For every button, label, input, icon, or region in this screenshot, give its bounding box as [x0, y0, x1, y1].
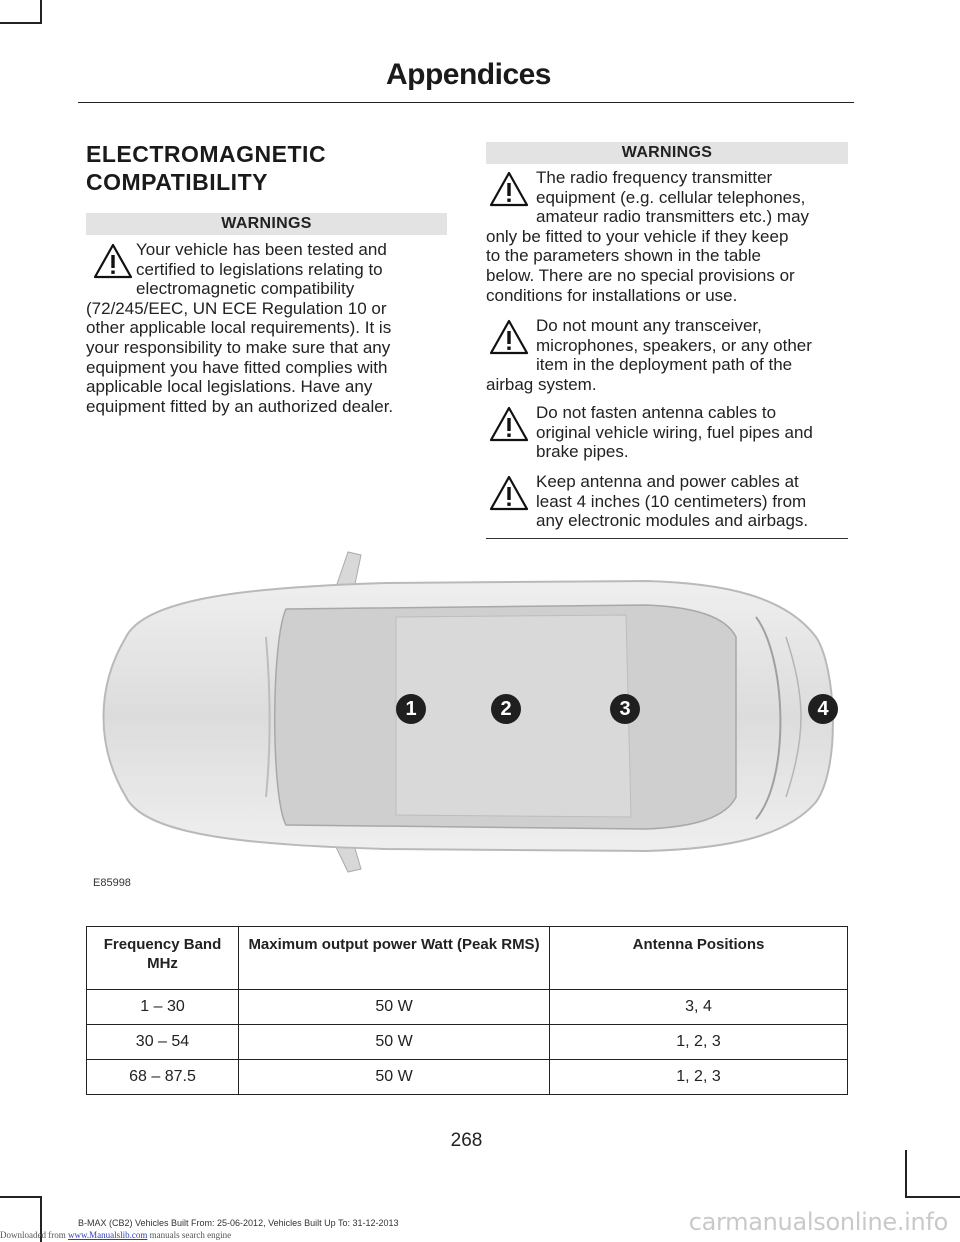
antenna-position-marker: 4	[808, 694, 838, 724]
antenna-position-marker: 2	[491, 694, 521, 724]
table-cell: 68 – 87.5	[87, 1060, 239, 1095]
manualslib-link[interactable]: www.Manualslib.com	[67, 1230, 148, 1240]
warnings-divider	[486, 538, 848, 539]
text-line: applicable local legislations. Have any	[86, 377, 373, 397]
text-line: electromagnetic compatibility	[136, 279, 355, 299]
figure-code: E85998	[93, 877, 131, 889]
right-warning-2-text	[486, 316, 850, 394]
table-cell: 1 – 30	[87, 990, 239, 1025]
text-line: amateur radio transmitters etc.) may	[536, 207, 810, 227]
download-prefix: Downloaded from	[0, 1230, 68, 1240]
table-cell: 3, 4	[550, 990, 848, 1025]
table-cell: 30 – 54	[87, 1025, 239, 1060]
text-line: Do not mount any transceiver,	[536, 316, 762, 335]
text-line: microphones, speakers, or any other	[536, 335, 812, 355]
column-header: Frequency Band MHz	[87, 927, 239, 990]
car-top-view-illustration	[86, 547, 848, 897]
page-header-title: Appendices	[385, 58, 551, 91]
text-line: equipment you have fitted complies with	[86, 357, 388, 377]
right-warning-4-text	[486, 472, 850, 531]
text-line: conditions for installations or use.	[486, 285, 738, 305]
text-line: (72/245/EEC, UN ECE Regulation 10 or	[86, 298, 387, 318]
text-line: below. There are no special provisions or	[486, 265, 795, 285]
table-cell: 1, 2, 3	[550, 1060, 848, 1095]
warnings-bar-right: WARNINGS	[486, 142, 848, 164]
text-line: item in the deployment path of the	[536, 355, 793, 375]
table-cell: 50 W	[239, 1025, 550, 1060]
text-line: The radio frequency transmitter	[536, 168, 773, 187]
text-line: your responsibility to make sure that any	[86, 337, 391, 357]
table-cell: 1, 2, 3	[550, 1025, 848, 1060]
text-line: other applicable local requirements). It is	[86, 318, 392, 338]
left-warning-text	[86, 240, 447, 416]
text-line: least 4 inches (10 centimeters) from	[536, 491, 807, 511]
section-heading-line1: ELECTROMAGNETIC	[86, 141, 327, 167]
header-divider	[78, 102, 854, 103]
table-cell: 50 W	[239, 990, 550, 1025]
car-top-view-icon	[86, 547, 848, 897]
text-line: Keep antenna and power cables at	[536, 472, 799, 491]
download-notice	[0, 1230, 231, 1240]
frequency-table	[86, 926, 848, 1095]
section-heading-line2: COMPATIBILITY	[86, 169, 268, 195]
column-header: Antenna Positions	[550, 927, 848, 990]
text-line: any electronic modules and airbags.	[536, 511, 809, 531]
warnings-bar-left: WARNINGS	[86, 213, 447, 235]
right-warning-1-text	[486, 168, 850, 305]
vehicle-info-footer: B-MAX (CB2) Vehicles Built From: 25-06-2012, Vehicles Built Up To: 31-12-2013	[78, 1218, 399, 1228]
table-header-row	[87, 927, 848, 990]
crop-mark	[905, 1196, 960, 1198]
text-line: Do not fasten antenna cables to	[536, 403, 777, 422]
text-line: certified to legislations relating to	[136, 259, 383, 279]
download-suffix: manuals search engine	[147, 1230, 232, 1240]
antenna-position-marker: 1	[396, 694, 426, 724]
text-line: airbag system.	[486, 374, 597, 394]
text-line: to the parameters shown in the table	[486, 246, 761, 266]
antenna-position-marker: 3	[610, 694, 640, 724]
text-line: brake pipes.	[536, 442, 629, 462]
text-line: equipment (e.g. cellular telephones,	[536, 187, 806, 207]
crop-mark	[905, 1150, 907, 1196]
text-line: equipment fitted by an authorized dealer.	[86, 396, 394, 416]
right-warning-3-text	[486, 403, 850, 462]
text-line: only be fitted to your vehicle if they keep	[486, 226, 789, 246]
text-line: Your vehicle has been tested and	[136, 240, 387, 259]
table-row	[87, 1025, 848, 1060]
crop-mark	[0, 1196, 42, 1198]
table-row	[87, 1060, 848, 1095]
table-row	[87, 990, 848, 1025]
watermark: carmanualsonline.info	[688, 1208, 948, 1236]
crop-mark	[40, 0, 42, 24]
page-number: 268	[450, 1130, 483, 1151]
column-header: Maximum output power Watt (Peak RMS)	[239, 927, 550, 990]
crop-mark	[0, 22, 42, 24]
text-line: original vehicle wiring, fuel pipes and	[536, 422, 813, 442]
table-cell: 50 W	[239, 1060, 550, 1095]
